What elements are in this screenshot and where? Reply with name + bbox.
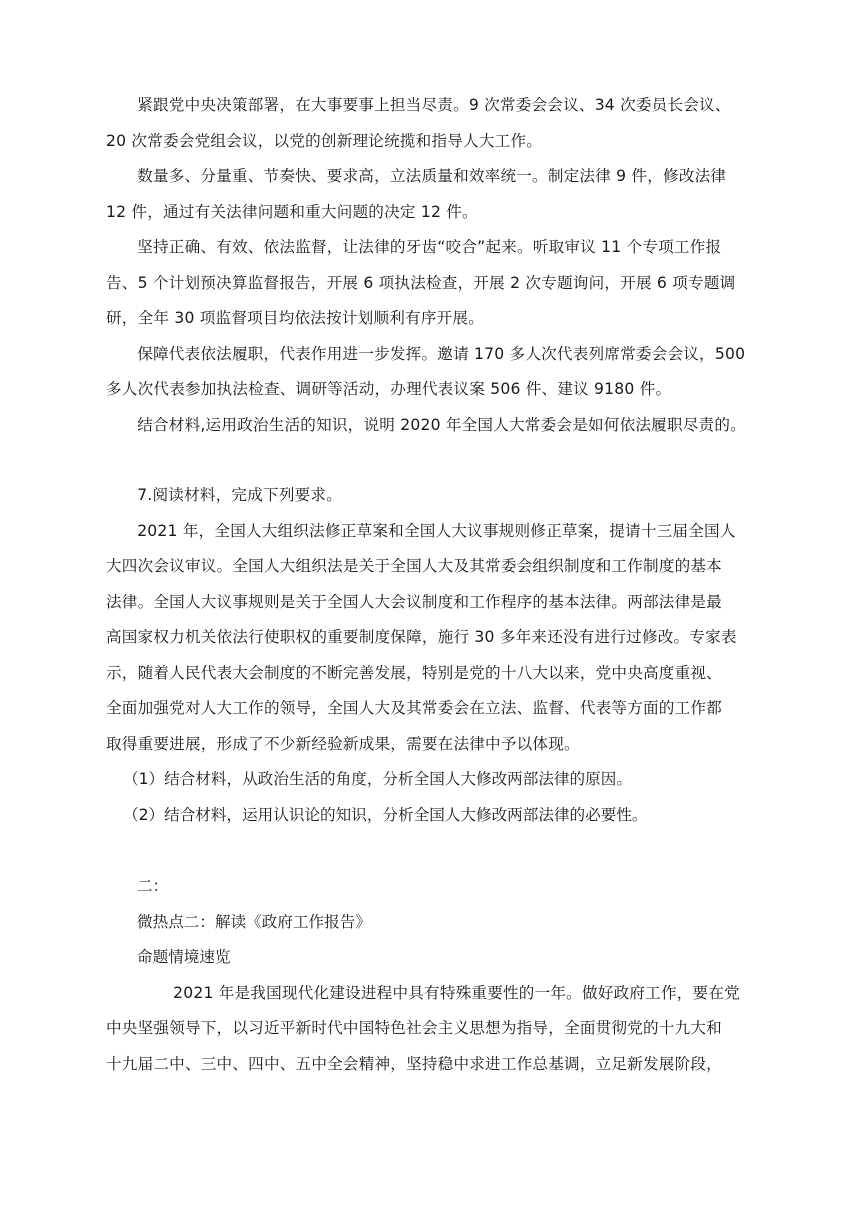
text-line: 中央坚强领导下，以习近平新时代中国特色社会主义思想为指导，全面贯彻党的十九大和: [106, 1019, 722, 1037]
text-line: 法律。全国人大议事规则是关于全国人大会议制度和工作程序的基本法律。两部法律是最: [106, 592, 722, 611]
question-7-material: [106, 514, 756, 763]
spacer: [106, 833, 756, 869]
question-6-prompt: [106, 408, 756, 444]
text-line: 20 次常委会党组会议，以党的创新理论统揽和指导人大工作。: [106, 131, 543, 150]
spacer: [106, 443, 756, 478]
hot-topic-heading: 微热点二：解读《政府工作报告》: [137, 912, 371, 931]
question-7-sub-2: （2）结合材料，运用认识论的知识，分析全国人大修改两部法律的必要性。: [123, 805, 648, 824]
text-line: 12 件，通过有关法律问题和重大问题的决定 12 件。: [106, 202, 478, 221]
question-7-title: [106, 478, 756, 514]
situation-heading: 命题情境速览: [137, 948, 231, 966]
text-line: 保障代表依法履职，代表作用进一步发挥。邀请 170 多人次代表列席常委会会议，500: [137, 344, 746, 363]
text-line: 结合材料,运用政治生活的知识，说明 2020 年全国人大常委会是如何依法履职尽责的。: [137, 415, 746, 434]
paragraph-central-decisions: [106, 88, 756, 159]
text-line: 十九届二中、三中、四中、五中全会精神，坚持稳中求进工作总基调，立足新发展阶段，: [106, 1054, 722, 1073]
text-line: 7.阅读材料，完成下列要求。: [137, 486, 342, 504]
text-line: 多人次代表参加执法检查、调研等活动，办理代表议案 506 件、建议 9180 件。: [106, 380, 672, 398]
text-line: 取得重要进展，形成了不少新经验新成果，需要在法律中予以体现。: [106, 734, 580, 753]
text-line: 紧跟党中央决策部署，在大事要事上担当尽责。9 次常委会会议、34 次委员长会议、: [137, 96, 731, 114]
text-line: 全面加强党对人大工作的领导，全国人大及其常委会在立法、监督、代表等方面的工作都: [106, 699, 722, 717]
text-line: 高国家权力机关依法行使职权的重要制度保障，施行 30 多年来还没有进行过修改。专家表: [106, 628, 737, 646]
text-line: 坚持正确、有效、依法监督，让法律的牙齿“咬合”起来。听取审议 11 个专项工作报: [137, 238, 722, 256]
paragraph-government-report: [106, 976, 756, 1083]
text-line: 告、5 个计划预决算监督报告，开展 6 项执法检查，开展 2 次专题询问，开展 6 项专题调: [106, 273, 736, 292]
text-line: 大四次会议审议。全国人大组织法是关于全国人大及其常委会组织制度和工作制度的基本: [106, 557, 722, 575]
text-line: 研，全年 30 项监督项目均依法按计划顺利有序开展。: [106, 309, 485, 327]
section-heading: 二：: [137, 877, 169, 895]
paragraph-legislation: [106, 159, 756, 230]
document-body: [106, 88, 756, 1082]
text-line: 2021 年是我国现代化建设进程中具有特殊重要性的一年。做好政府工作，要在党: [173, 983, 740, 1002]
question-7-sub-1: （1）结合材料，从政治生活的角度，分析全国人大修改两部法律的原因。: [123, 770, 632, 788]
paragraph-supervision: [106, 230, 756, 337]
text-line: 2021 年，全国人大组织法修正草案和全国人大议事规则修正草案，提请十三届全国人: [137, 521, 736, 540]
text-line: 示，随着人民代表大会制度的不断完善发展，特别是党的十八大以来，党中央高度重视、: [106, 663, 722, 682]
text-line: 数量多、分量重、节奏快、要求高，立法质量和效率统一。制定法律 9 件，修改法律: [137, 167, 727, 185]
paragraph-deputies: [106, 337, 756, 408]
